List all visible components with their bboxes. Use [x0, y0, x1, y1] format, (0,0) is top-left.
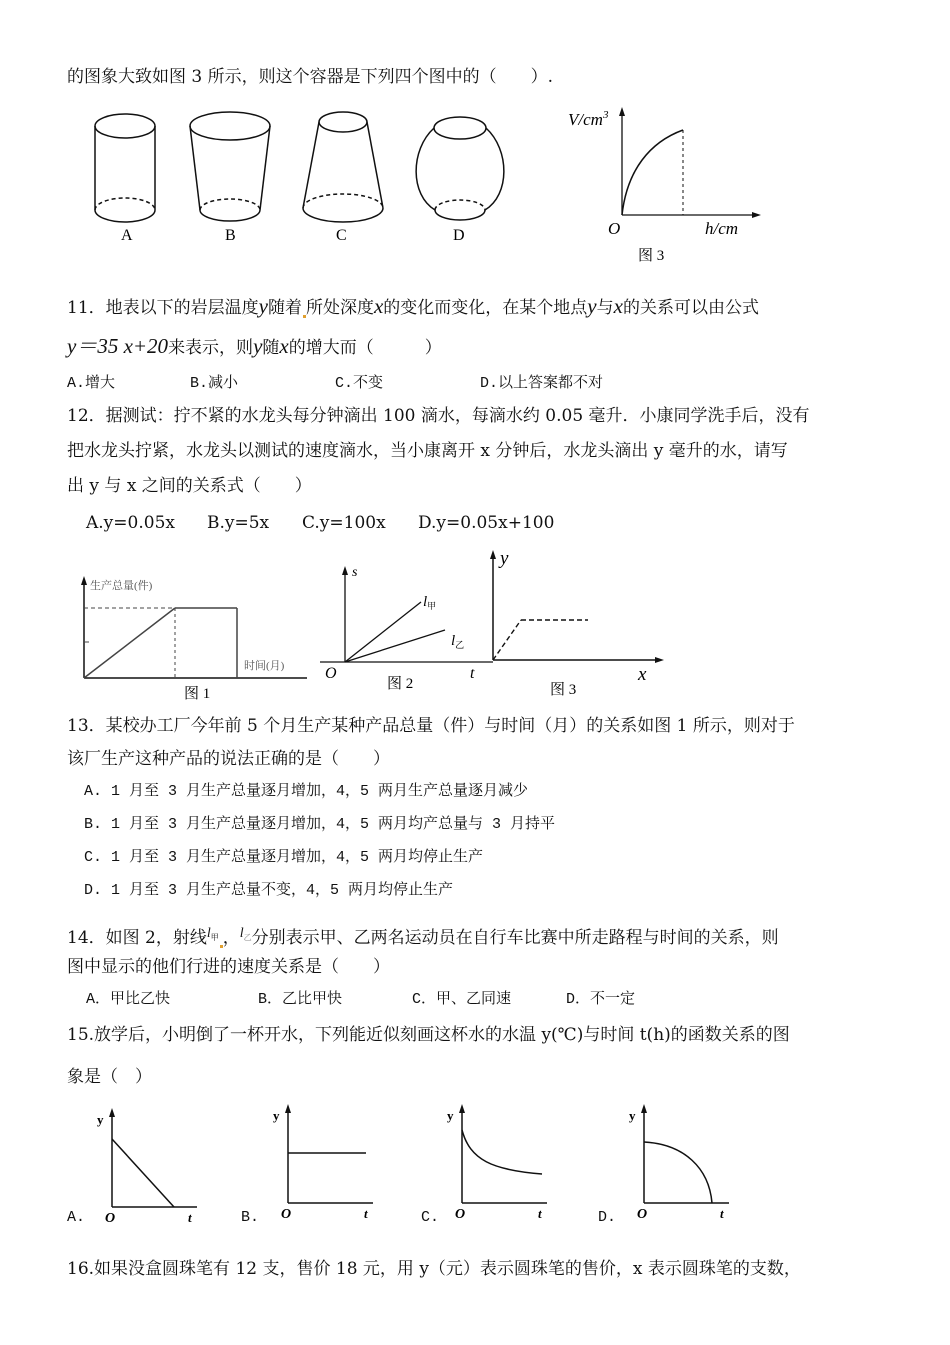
q11-formula: y＝35 x+20 — [67, 334, 169, 358]
q11-stem-line1: 11．地表以下的岩层温度y随着 所处深度x的变化而变化，在某个地点y与x的关系可以由公式 — [67, 294, 759, 318]
q11-option-b[interactable]: B.减小 — [190, 375, 239, 392]
svg-text:图 3: 图 3 — [638, 248, 665, 264]
q10-volume-height-graph — [565, 100, 765, 265]
container-b — [190, 112, 270, 221]
svg-text:O: O — [281, 1207, 292, 1222]
q14-stem-line1: 14．如图 2，射线$^l$甲 ，$^l$乙分别表示甲、乙两名运动员在自行车比赛中所走路程与时间的关系，则 — [67, 926, 779, 948]
q16-stem-line1: 16.如果没盒圆珠笔有 12 支，售价 18 元，用 y（元）表示圆珠笔的售价，x 表示圆珠笔的支数， — [67, 1259, 801, 1279]
q11-option-a[interactable]: A.增大 — [67, 375, 116, 392]
q13-stem-line1: 13．某校办工厂今年前 5 个月生产某种产品总量（件）与时间（月）的关系如图 1 所示，则对于 — [67, 716, 795, 736]
svg-text:y: y — [273, 1108, 280, 1123]
container-a — [95, 114, 155, 222]
svg-text:s: s — [352, 565, 358, 580]
q15-option-b[interactable]: B. — [241, 1209, 260, 1226]
svg-text:图 1: 图 1 — [184, 686, 211, 702]
svg-text:x: x — [638, 664, 647, 685]
svg-text:t: t — [720, 1206, 724, 1221]
figure-1-production-graph — [72, 572, 312, 704]
container-d — [416, 117, 504, 220]
q15-graph-b — [268, 1098, 378, 1226]
q15-option-d[interactable]: D. — [598, 1209, 617, 1226]
q15-option-c[interactable]: C. — [421, 1209, 440, 1226]
svg-text:V/cm3: $V/cm^3$ — [568, 109, 609, 129]
q14-stem-line2: 图中显示的他们行进的速度关系是（ ） — [67, 957, 390, 977]
svg-text:O: O — [637, 1207, 648, 1222]
figure-2-distance-time-graph — [315, 562, 495, 692]
q12-option-d[interactable]: D.y=0.05x+100 — [418, 513, 555, 533]
q13-option-b[interactable]: B. 1 月至 3 月生产总量逐月增加，4，5 两月均产总量与 3 月持平 — [84, 816, 556, 833]
q10-stem-tail: 的图象大致如图 3 所示，则这个容器是下列四个图中的（ ）. — [67, 67, 554, 87]
q11-stem-line2: y＝35 x+20来表示，则y随x的增大而（ ） — [67, 334, 442, 358]
svg-text:y: y — [629, 1108, 636, 1123]
svg-text:O: O — [455, 1207, 466, 1222]
container-label-c: C — [336, 227, 347, 244]
svg-text:t: t — [364, 1206, 368, 1221]
svg-text:O: O — [608, 219, 621, 238]
svg-text:t: t — [188, 1210, 192, 1225]
svg-text:y: y — [97, 1112, 104, 1127]
svg-text:图 3: 图 3 — [550, 682, 577, 698]
q15-graph-c — [442, 1098, 552, 1226]
q12-stem-line1: 12．据测试：拧不紧的水龙头每分钟滴出 100 滴水，每滴水约 0.05 毫升．小康同学洗手后，没有 — [67, 406, 810, 426]
container-label-d: D — [453, 227, 465, 244]
svg-text:图 2: 图 2 — [387, 676, 414, 692]
q12-stem-line2: 把水龙头拧紧，水龙头以测试的速度滴水，当小康离开 x 分钟后，水龙头滴出 y 毫升的水，请写 — [67, 441, 788, 461]
svg-text:t: t — [538, 1206, 542, 1221]
container-c — [303, 112, 383, 222]
q13-option-d[interactable]: D. 1 月至 3 月生产总量不变，4，5 两月均停止生产 — [84, 882, 454, 899]
q13-option-a[interactable]: A. 1 月至 3 月生产总量逐月增加，4，5 两月生产总量逐月减少 — [84, 783, 529, 800]
q14-option-d[interactable]: D．不一定 — [566, 991, 636, 1008]
svg-text:l甲: $l_甲$ — [423, 594, 437, 612]
svg-text:y: y — [500, 548, 509, 569]
q14-option-c[interactable]: C．甲、乙同速 — [412, 991, 512, 1008]
svg-text:时间(月): 时间(月) — [244, 660, 285, 672]
container-label-a: A — [121, 227, 133, 244]
figure-3-piecewise-graph — [478, 548, 668, 698]
q13-option-c[interactable]: C. 1 月至 3 月生产总量逐月增加，4，5 两月均停止生产 — [84, 849, 484, 866]
q15-stem-line2: 象是（ ） — [67, 1067, 152, 1087]
q14-option-a[interactable]: A．甲比乙快 — [86, 991, 171, 1008]
svg-text:y: y — [447, 1108, 454, 1123]
svg-text:l乙: $l_乙$ — [451, 633, 465, 651]
q10-container-figures — [85, 100, 515, 250]
q15-stem-line1: 15.放学后，小明倒了一杯开水，下列能近似刻画这杯水的水温 y(℃)与时间 t(h)的函数关系的图 — [67, 1025, 790, 1045]
q12-stem-line3: 出 y 与 x 之间的关系式（ ） — [67, 476, 312, 496]
container-label-b: B — [225, 227, 236, 244]
q15-option-a[interactable]: A. — [67, 1209, 86, 1226]
svg-text:O: O — [105, 1211, 116, 1226]
q15-graph-a — [92, 1102, 202, 1227]
q13-stem-line2: 该厂生产这种产品的说法正确的是（ ） — [67, 749, 390, 769]
q14-option-b[interactable]: B．乙比甲快 — [258, 991, 343, 1008]
q12-option-a[interactable]: A.y=0.05x — [86, 513, 175, 533]
q15-graph-d — [624, 1098, 739, 1226]
svg-text:t: t — [470, 665, 475, 682]
q11-option-c[interactable]: C.不变 — [335, 375, 384, 392]
q12-option-c[interactable]: C.y=100x — [302, 513, 386, 533]
svg-text:生产总量(件): 生产总量(件) — [90, 580, 153, 592]
q11-option-d[interactable]: D.以上答案都不对 — [480, 375, 604, 392]
svg-text:O: O — [325, 665, 337, 682]
svg-text:h/cm: h/cm — [705, 219, 739, 238]
q12-option-b[interactable]: B.y=5x — [207, 513, 270, 533]
